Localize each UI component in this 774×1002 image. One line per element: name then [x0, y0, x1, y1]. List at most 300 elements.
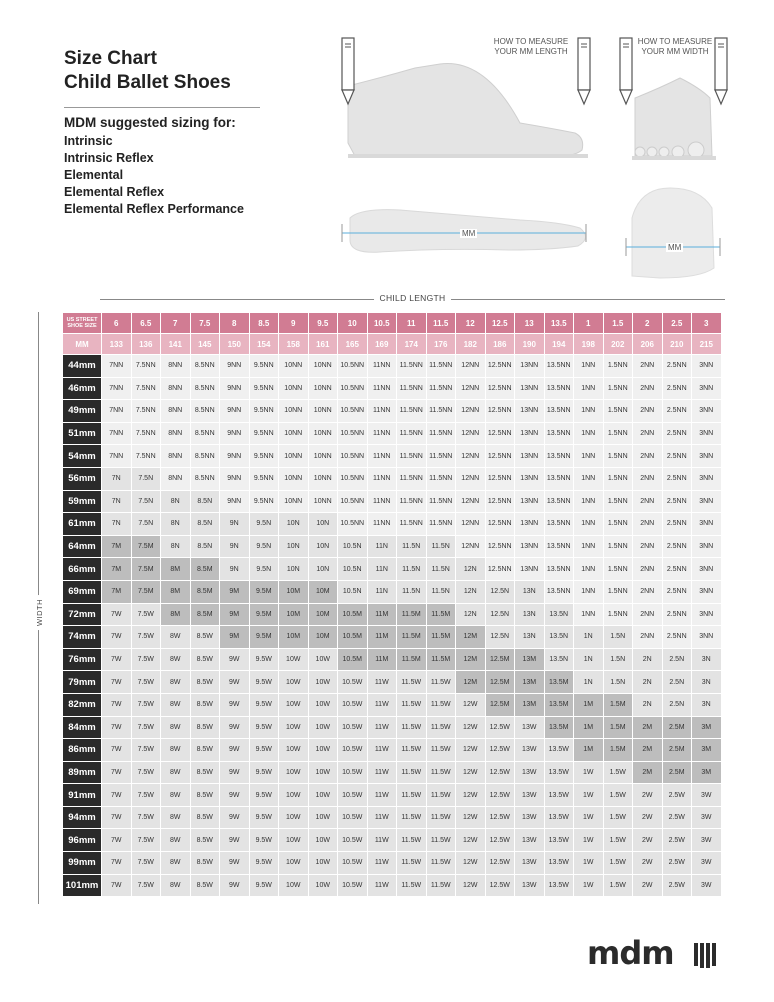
size-cell: 11NN	[367, 377, 397, 400]
size-cell: 11.5W	[426, 671, 456, 694]
size-cell: 8W	[161, 648, 191, 671]
size-cell: 8NN	[161, 400, 191, 423]
size-cell: 9NN	[220, 400, 250, 423]
size-cell: 3N	[692, 693, 722, 716]
size-cell: 13W	[515, 874, 545, 897]
size-cell: 2.5N	[662, 671, 692, 694]
size-cell: 9NN	[220, 445, 250, 468]
size-cell: 11.5M	[397, 648, 427, 671]
size-cell: 8.5W	[190, 874, 220, 897]
size-cell: 9M	[220, 580, 250, 603]
size-cell: 9W	[220, 739, 250, 762]
size-cell: 12N	[456, 580, 486, 603]
length-mm-header: 150	[220, 334, 250, 355]
size-cell: 1.5NN	[603, 580, 633, 603]
table-row	[63, 626, 722, 649]
size-cell: 10W	[279, 806, 309, 829]
size-cell: 2N	[633, 693, 663, 716]
shoe-size-header: 9	[279, 313, 309, 334]
size-cell: 2.5NN	[662, 535, 692, 558]
size-cell: 13.5NN	[544, 513, 574, 536]
table-row	[63, 400, 722, 423]
size-cell: 10.5N	[338, 558, 368, 581]
sizing-heading: MDM suggested sizing for:	[64, 115, 236, 130]
size-cell: 9.5W	[249, 874, 279, 897]
size-cell: 7NN	[102, 355, 132, 378]
size-cell: 12M	[456, 671, 486, 694]
size-cell: 11.5NN	[397, 490, 427, 513]
size-cell: 11.5M	[426, 603, 456, 626]
size-cell: 10W	[279, 874, 309, 897]
size-cell: 11W	[367, 671, 397, 694]
size-cell: 12.5NN	[485, 558, 515, 581]
size-cell: 7.5N	[131, 467, 161, 490]
size-cell: 1.5NN	[603, 377, 633, 400]
size-cell: 9N	[220, 535, 250, 558]
size-cell: 3NN	[692, 490, 722, 513]
size-cell: 11.5M	[397, 626, 427, 649]
width-label-cell: 94mm	[63, 806, 102, 829]
size-cell: 11.5NN	[397, 445, 427, 468]
width-label-cell: 101mm	[63, 874, 102, 897]
size-cell: 2.5NN	[662, 400, 692, 423]
shoe-size-header: 7	[161, 313, 191, 334]
size-cell: 7W	[102, 829, 132, 852]
size-cell: 12W	[456, 739, 486, 762]
width-label-cell: 64mm	[63, 535, 102, 558]
size-cell: 13NN	[515, 490, 545, 513]
size-cell: 8W	[161, 806, 191, 829]
length-mm-header: 169	[367, 334, 397, 355]
size-cell: 7.5W	[131, 716, 161, 739]
size-cell: 1.5NN	[603, 422, 633, 445]
table-row	[63, 874, 722, 897]
table-row	[63, 693, 722, 716]
size-cell: 11.5N	[426, 558, 456, 581]
size-cell: 10W	[308, 852, 338, 875]
length-mm-header: 182	[456, 334, 486, 355]
size-cell: 7.5NN	[131, 445, 161, 468]
size-cell: 10.5W	[338, 671, 368, 694]
sizing-item: Intrinsic	[64, 134, 113, 148]
size-cell: 8.5NN	[190, 400, 220, 423]
size-cell: 9.5W	[249, 648, 279, 671]
width-label-cell: 46mm	[63, 377, 102, 400]
size-cell: 10.5N	[338, 580, 368, 603]
size-cell: 10W	[279, 852, 309, 875]
size-cell: 10M	[308, 580, 338, 603]
size-cell: 10N	[279, 535, 309, 558]
size-cell: 13W	[515, 761, 545, 784]
size-cell: 10N	[308, 558, 338, 581]
size-cell: 13.5NN	[544, 535, 574, 558]
size-cell: 10W	[279, 829, 309, 852]
size-cell: 8W	[161, 693, 191, 716]
size-cell: 3M	[692, 716, 722, 739]
size-cell: 13.5M	[544, 693, 574, 716]
table-row	[63, 377, 722, 400]
length-mm-header: 158	[279, 334, 309, 355]
size-cell: 7W	[102, 671, 132, 694]
size-cell: 1.5W	[603, 874, 633, 897]
size-cell: 7.5W	[131, 806, 161, 829]
size-cell: 2.5W	[662, 829, 692, 852]
size-cell: 1NN	[574, 558, 604, 581]
size-cell: 1NN	[574, 535, 604, 558]
size-cell: 1W	[574, 784, 604, 807]
length-mm-header: 145	[190, 334, 220, 355]
length-mm-header: 186	[485, 334, 515, 355]
size-cell: 2NN	[633, 580, 663, 603]
size-cell: 1.5M	[603, 693, 633, 716]
size-cell: 11NN	[367, 467, 397, 490]
width-caption	[636, 37, 714, 57]
shoe-size-header: 12.5	[485, 313, 515, 334]
size-cell: 7.5W	[131, 671, 161, 694]
size-cell: 2NN	[633, 558, 663, 581]
size-cell: 3M	[692, 739, 722, 762]
size-cell: 7.5M	[131, 558, 161, 581]
size-cell: 9.5M	[249, 580, 279, 603]
size-cell: 12NN	[456, 535, 486, 558]
length-mm-header: 136	[131, 334, 161, 355]
size-cell: 7N	[102, 513, 132, 536]
size-cell: 11.5W	[397, 806, 427, 829]
size-cell: 8W	[161, 671, 191, 694]
width-caption-line-2: YOUR MM WIDTH	[641, 47, 709, 56]
size-cell: 11.5W	[397, 671, 427, 694]
shoe-size-header: 12	[456, 313, 486, 334]
shoe-size-header: 2	[633, 313, 663, 334]
size-cell: 8.5W	[190, 693, 220, 716]
size-cell: 11.5W	[397, 761, 427, 784]
width-label-cell: 66mm	[63, 558, 102, 581]
size-cell: 9.5N	[249, 535, 279, 558]
size-cell: 12N	[456, 603, 486, 626]
size-cell: 9.5NN	[249, 490, 279, 513]
size-cell: 12W	[456, 761, 486, 784]
size-cell: 2.5NN	[662, 377, 692, 400]
size-cell: 2NN	[633, 400, 663, 423]
size-cell: 13.5NN	[544, 580, 574, 603]
size-cell: 2NN	[633, 445, 663, 468]
size-cell: 10.5W	[338, 874, 368, 897]
size-cell: 2.5NN	[662, 355, 692, 378]
size-cell: 11W	[367, 829, 397, 852]
pencil-icon	[715, 38, 727, 104]
size-cell: 13.5M	[544, 671, 574, 694]
size-cell: 11.5W	[397, 829, 427, 852]
size-cell: 1NN	[574, 467, 604, 490]
size-cell: 12NN	[456, 513, 486, 536]
size-cell: 9W	[220, 852, 250, 875]
size-cell: 2.5NN	[662, 445, 692, 468]
size-cell: 10W	[308, 784, 338, 807]
width-caption-line-1: HOW TO MEASURE	[637, 37, 713, 46]
size-cell: 2NN	[633, 626, 663, 649]
size-cell: 13.5W	[544, 784, 574, 807]
size-cell: 11.5NN	[426, 422, 456, 445]
length-mm-label: MM	[462, 229, 476, 238]
size-cell: 2M	[633, 716, 663, 739]
child-length-axis	[100, 293, 725, 305]
size-cell: 7.5W	[131, 603, 161, 626]
size-cell: 3W	[692, 852, 722, 875]
table-row	[63, 716, 722, 739]
size-cell: 10NN	[308, 355, 338, 378]
size-cell: 10.5W	[338, 806, 368, 829]
size-cell: 2.5NN	[662, 558, 692, 581]
size-cell: 8NN	[161, 377, 191, 400]
length-mm-header: 161	[308, 334, 338, 355]
size-cell: 7M	[102, 580, 132, 603]
size-cell: 1W	[574, 829, 604, 852]
size-cell: 13W	[515, 739, 545, 762]
size-cell: 10.5M	[338, 603, 368, 626]
pencil-icon	[578, 38, 590, 104]
size-cell: 12.5N	[485, 580, 515, 603]
size-cell: 1.5NN	[603, 513, 633, 536]
size-cell: 12NN	[456, 422, 486, 445]
size-cell: 10.5W	[338, 739, 368, 762]
size-cell: 9.5NN	[249, 445, 279, 468]
size-cell: 12W	[456, 874, 486, 897]
size-cell: 7.5W	[131, 874, 161, 897]
size-cell: 12.5NN	[485, 400, 515, 423]
size-cell: 10N	[279, 513, 309, 536]
length-header-row	[63, 334, 722, 355]
size-cell: 10.5W	[338, 852, 368, 875]
size-cell: 10.5NN	[338, 377, 368, 400]
size-cell: 13W	[515, 852, 545, 875]
size-cell: 10W	[308, 716, 338, 739]
size-cell: 2.5NN	[662, 422, 692, 445]
size-cell: 3NN	[692, 467, 722, 490]
size-cell: 2.5M	[662, 739, 692, 762]
size-cell: 3NN	[692, 355, 722, 378]
size-cell: 9.5W	[249, 671, 279, 694]
size-cell: 11NN	[367, 490, 397, 513]
size-cell: 12M	[456, 626, 486, 649]
shoe-size-header: 11.5	[426, 313, 456, 334]
size-cell: 11W	[367, 739, 397, 762]
size-cell: 13NN	[515, 535, 545, 558]
table-row	[63, 467, 722, 490]
size-cell: 11.5W	[397, 739, 427, 762]
size-cell: 12.5M	[485, 671, 515, 694]
size-cell: 8.5NN	[190, 355, 220, 378]
size-cell: 12N	[456, 558, 486, 581]
size-cell: 2.5N	[662, 648, 692, 671]
size-cell: 10W	[279, 648, 309, 671]
size-cell: 9M	[220, 626, 250, 649]
size-cell: 10W	[308, 829, 338, 852]
size-cell: 7W	[102, 806, 132, 829]
size-cell: 13M	[515, 671, 545, 694]
mdm-stripes-icon	[693, 940, 719, 970]
size-cell: 11.5NN	[397, 400, 427, 423]
size-cell: 1N	[574, 626, 604, 649]
size-cell: 9N	[220, 513, 250, 536]
size-cell: 12.5W	[485, 852, 515, 875]
size-cell: 7NN	[102, 422, 132, 445]
size-cell: 8.5NN	[190, 467, 220, 490]
size-cell: 7W	[102, 626, 132, 649]
pencil-icon	[342, 38, 354, 104]
length-mm-header: 198	[574, 334, 604, 355]
size-cell: 10.5M	[338, 626, 368, 649]
size-cell: 11.5M	[397, 603, 427, 626]
size-cell: 11W	[367, 852, 397, 875]
width-mm-label: MM	[668, 243, 682, 252]
size-cell: 8NN	[161, 445, 191, 468]
size-cell: 10W	[279, 761, 309, 784]
shoe-size-header: 9.5	[308, 313, 338, 334]
size-cell: 2W	[633, 852, 663, 875]
size-cell: 2.5W	[662, 784, 692, 807]
length-mm-header: 176	[426, 334, 456, 355]
size-cell: 10NN	[308, 422, 338, 445]
length-caption-line-1: HOW TO MEASURE	[493, 37, 569, 46]
size-cell: 10W	[308, 671, 338, 694]
size-cell: 12NN	[456, 400, 486, 423]
width-label-cell: 74mm	[63, 626, 102, 649]
size-cell: 9W	[220, 671, 250, 694]
size-cell: 7.5W	[131, 626, 161, 649]
size-cell: 3W	[692, 829, 722, 852]
size-cell: 11.5N	[397, 558, 427, 581]
size-cell: 11.5NN	[426, 490, 456, 513]
size-cell: 2.5NN	[662, 490, 692, 513]
size-cell: 9.5W	[249, 852, 279, 875]
corner-line-1: US STREET	[66, 317, 98, 323]
table-row	[63, 603, 722, 626]
size-cell: 1W	[574, 874, 604, 897]
size-cell: 9NN	[220, 422, 250, 445]
size-cell: 13.5N	[544, 626, 574, 649]
size-cell: 12W	[456, 693, 486, 716]
size-cell: 8.5W	[190, 806, 220, 829]
size-cell: 11.5N	[397, 535, 427, 558]
size-cell: 9NN	[220, 355, 250, 378]
size-cell: 10NN	[279, 467, 309, 490]
size-cell: 1.5W	[603, 829, 633, 852]
table-row	[63, 422, 722, 445]
size-cell: 7W	[102, 739, 132, 762]
size-cell: 11M	[367, 603, 397, 626]
child-length-label: CHILD LENGTH	[374, 293, 452, 303]
table-row	[63, 648, 722, 671]
size-cell: 9.5W	[249, 784, 279, 807]
size-cell: 13NN	[515, 467, 545, 490]
length-mm-header: 174	[397, 334, 427, 355]
size-cell: 7.5M	[131, 580, 161, 603]
size-cell: 11.5NN	[426, 513, 456, 536]
size-cell: 7.5N	[131, 513, 161, 536]
size-cell: 9M	[220, 603, 250, 626]
size-cell: 9.5NN	[249, 467, 279, 490]
size-cell: 7.5W	[131, 784, 161, 807]
size-cell: 9.5NN	[249, 400, 279, 423]
size-cell: 10.5W	[338, 761, 368, 784]
size-cell: 7NN	[102, 377, 132, 400]
size-header-row	[63, 313, 722, 334]
size-cell: 13.5NN	[544, 445, 574, 468]
length-mm-header: 154	[249, 334, 279, 355]
size-cell: 11N	[367, 558, 397, 581]
size-cell: 11W	[367, 784, 397, 807]
size-cell: 2NN	[633, 422, 663, 445]
size-cell: 8N	[161, 535, 191, 558]
size-cell: 3NN	[692, 422, 722, 445]
size-cell: 3NN	[692, 603, 722, 626]
size-cell: 8W	[161, 761, 191, 784]
size-cell: 9W	[220, 784, 250, 807]
size-cell: 10NN	[279, 422, 309, 445]
size-cell: 10.5NN	[338, 490, 368, 513]
size-cell: 1.5NN	[603, 400, 633, 423]
logo-text: mdm	[587, 934, 674, 972]
size-cell: 10M	[279, 580, 309, 603]
size-cell: 12.5NN	[485, 513, 515, 536]
size-cell: 10M	[279, 626, 309, 649]
width-label-cell: 86mm	[63, 739, 102, 762]
size-cell: 1.5W	[603, 761, 633, 784]
shoe-size-header: 7.5	[190, 313, 220, 334]
size-cell: 13M	[515, 693, 545, 716]
size-header-corner	[63, 313, 102, 334]
size-cell: 12.5NN	[485, 422, 515, 445]
size-cell: 3W	[692, 806, 722, 829]
shoe-size-header: 8	[220, 313, 250, 334]
size-cell: 10N	[279, 558, 309, 581]
size-cell: 12.5W	[485, 806, 515, 829]
size-cell: 7W	[102, 716, 132, 739]
size-cell: 1.5W	[603, 784, 633, 807]
size-cell: 10NN	[308, 467, 338, 490]
size-cell: 12.5W	[485, 829, 515, 852]
size-cell: 3W	[692, 784, 722, 807]
size-cell: 12.5M	[485, 693, 515, 716]
table-row	[63, 513, 722, 536]
size-cell: 11.5W	[426, 784, 456, 807]
size-cell: 10W	[308, 693, 338, 716]
size-cell: 9.5W	[249, 829, 279, 852]
size-cell: 13N	[515, 580, 545, 603]
size-cell: 10.5NN	[338, 445, 368, 468]
size-cell: 8.5W	[190, 739, 220, 762]
size-cell: 9.5W	[249, 806, 279, 829]
size-cell: 9.5W	[249, 739, 279, 762]
size-cell: 8.5W	[190, 761, 220, 784]
size-cell: 12NN	[456, 377, 486, 400]
size-cell: 2NN	[633, 490, 663, 513]
size-cell: 11.5W	[397, 852, 427, 875]
size-cell: 8.5W	[190, 626, 220, 649]
size-cell: 3NN	[692, 513, 722, 536]
size-cell: 10M	[279, 603, 309, 626]
length-mm-header: 133	[102, 334, 132, 355]
size-cell: 11.5NN	[397, 422, 427, 445]
size-cell: 13.5W	[544, 739, 574, 762]
size-cell: 8.5W	[190, 671, 220, 694]
size-cell: 12NN	[456, 355, 486, 378]
sizing-item: Elemental Reflex Performance	[64, 202, 244, 216]
size-cell: 10.5M	[338, 648, 368, 671]
pencil-icon	[620, 38, 632, 104]
size-cell: 13.5NN	[544, 422, 574, 445]
size-cell: 12.5N	[485, 626, 515, 649]
